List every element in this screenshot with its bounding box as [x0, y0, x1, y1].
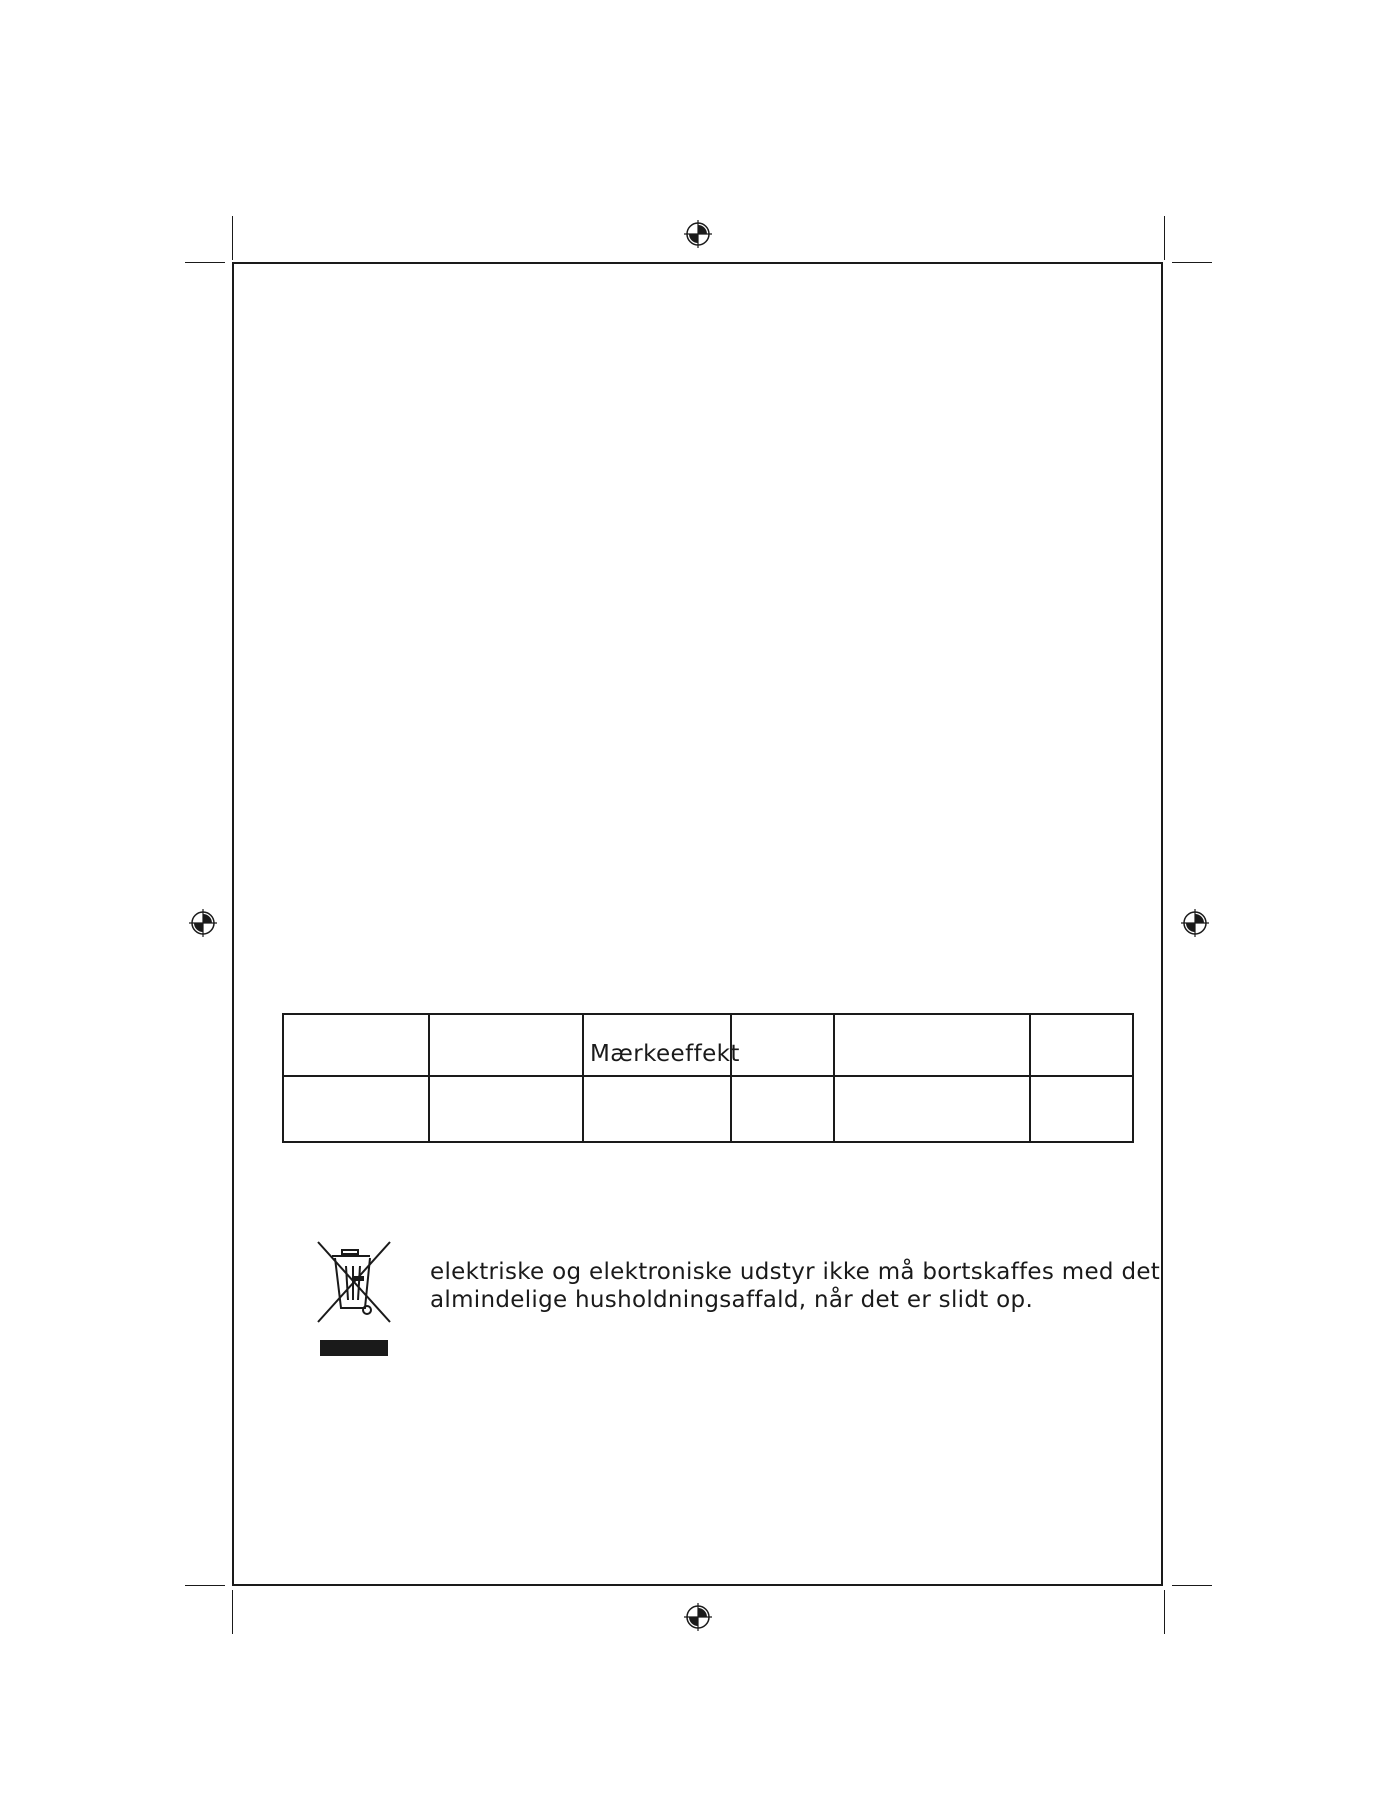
specification-table: [282, 1013, 1134, 1143]
table-cell: [1030, 1076, 1133, 1142]
crop-mark-bottom-right-vertical: [1164, 1590, 1165, 1634]
registration-mark-bottom-icon: [684, 1603, 712, 1631]
table-header-cell: [1030, 1014, 1133, 1076]
disposal-notice-line: almindelige husholdningsaffald, når det er slidt op.: [430, 1287, 1034, 1313]
table-header-cell: [283, 1014, 429, 1076]
table-cell: [429, 1076, 583, 1142]
table-cell: [283, 1076, 429, 1142]
table-row: [283, 1076, 1133, 1142]
crop-mark-top-right-horizontal: [1172, 262, 1212, 263]
registration-mark-left-icon: [189, 909, 217, 937]
disposal-notice-line: elektriske og elektroniske udstyr ikke må bortskaffes med det: [430, 1259, 1161, 1285]
table-header-row: [283, 1014, 1133, 1076]
disposal-notice: [430, 1258, 1161, 1314]
table-header-cell: [731, 1014, 834, 1076]
page-trim-frame: [232, 262, 1163, 1586]
crop-mark-bottom-right-horizontal: [1172, 1585, 1212, 1586]
rated-power-header: Mærkeeffekt: [583, 1014, 731, 1076]
crop-mark-bottom-left-vertical: [232, 1590, 233, 1634]
table-header-cell: [429, 1014, 583, 1076]
crop-mark-bottom-left-horizontal: [185, 1585, 225, 1586]
registration-mark-right-icon: [1181, 909, 1209, 937]
table-cell: [731, 1076, 834, 1142]
crossed-out-wheelie-bin-icon: [312, 1236, 394, 1360]
registration-mark-top-icon: [684, 220, 712, 248]
crop-mark-top-left-vertical: [232, 216, 233, 260]
crop-mark-top-left-horizontal: [185, 262, 225, 263]
crop-mark-top-right-vertical: [1164, 216, 1165, 260]
table-cell: [583, 1076, 731, 1142]
table-cell: [834, 1076, 1030, 1142]
table-header-cell: [834, 1014, 1030, 1076]
